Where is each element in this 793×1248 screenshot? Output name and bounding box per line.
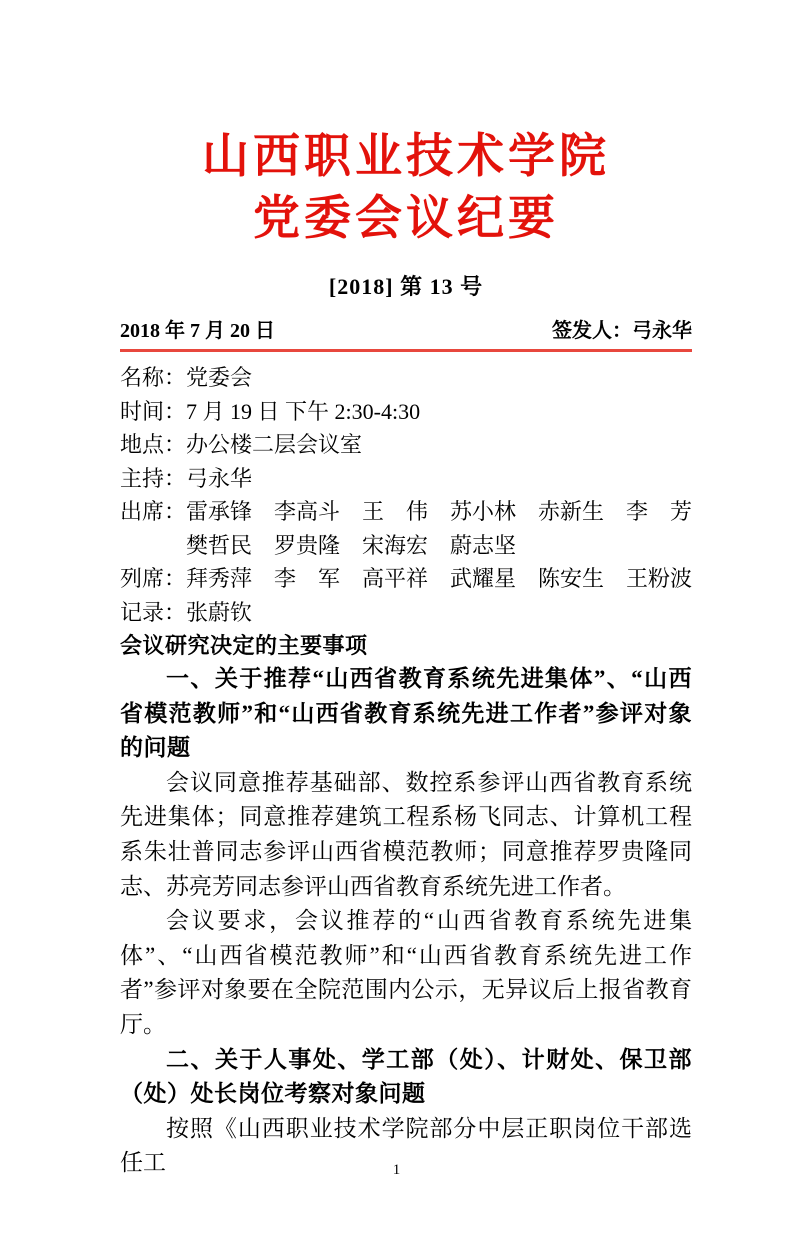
meeting-metadata <box>120 361 692 629</box>
date-issuer-row <box>120 314 692 352</box>
item-2-heading: 二、关于人事处、学工部（处）、计财处、保卫部（处）处长岗位考察对象问题 <box>120 1046 692 1107</box>
field-host-label: 主持： <box>120 465 187 491</box>
item-1-paragraph-1: 会议同意推荐基础部、数控系参评山西省教育系统先进集体；同意推荐建筑工程系杨飞同志、计算机工程系朱壮普同志参评山西省模范教师；同意推荐罗贵隆同志、苏亮芳同志参评山西省教育系统先进工作者。 <box>120 769 692 899</box>
field-location <box>120 428 692 462</box>
field-observers-value: 拜秀萍 李 军 高平祥 武耀星 陈安生 王粉波 <box>186 566 693 591</box>
field-location-value: 办公楼二层会议室 <box>186 432 363 457</box>
field-name <box>120 361 692 395</box>
document-number: [2018] 第 13 号 <box>328 274 484 299</box>
field-name-label: 名称： <box>120 365 187 390</box>
field-attendees-value2: 樊哲民 罗贵隆 宋海宏 蔚志坚 <box>186 532 517 558</box>
item-2-paragraph-1: 按照《山西职业技术学院部分中层正职岗位干部选任工 <box>120 1115 692 1176</box>
field-location-label: 地点： <box>120 432 187 457</box>
page-number: 1 <box>392 1162 401 1178</box>
item-1-paragraph-2: 会议要求，会议推荐的“山西省教育系统先进集体”、“山西省模范教师”和“山西省教育系统先进工作者”参评对象要在全院范围内公示，无异议后上报省教育厅。 <box>120 908 692 1037</box>
field-attendees-label: 出席： <box>120 499 187 524</box>
field-time-label: 时间： <box>120 398 187 424</box>
document-title-line2: 党委会议纪要 <box>253 193 559 245</box>
field-time <box>120 395 692 429</box>
field-observers-label: 列席： <box>120 566 187 591</box>
field-attendees <box>120 495 692 529</box>
field-host-value: 弓永华 <box>186 465 253 491</box>
field-observers <box>120 562 692 596</box>
field-recorder-value: 张蔚钦 <box>186 599 253 625</box>
item-1-heading: 一、关于推荐“山西省教育系统先进集体”、“山西省模范教师”和“山西省教育系统先进工作者”参评对象的问题 <box>120 666 692 761</box>
document-title <box>120 126 692 250</box>
section-heading: 会议研究决定的主要事项 <box>120 633 368 658</box>
field-time-value: 7 月 19 日 下午 2:30-4:30 <box>186 398 421 424</box>
document-page <box>0 126 793 1248</box>
field-recorder-label: 记录： <box>120 599 187 625</box>
field-recorder <box>120 596 692 630</box>
body-text <box>120 662 692 1181</box>
document-issuer: 签发人：弓永华 <box>552 320 692 342</box>
document-content <box>0 126 793 1181</box>
field-attendees-value: 雷承锋 李高斗 王 伟 苏小林 赤新生 李 芳 <box>186 499 693 524</box>
document-title-line1: 山西职业技术学院 <box>202 131 610 183</box>
field-name-value: 党委会 <box>186 365 253 390</box>
field-attendees-line2 <box>186 529 692 563</box>
document-date: 2018 年 7 月 20 日 <box>120 320 275 342</box>
field-host <box>120 462 692 496</box>
